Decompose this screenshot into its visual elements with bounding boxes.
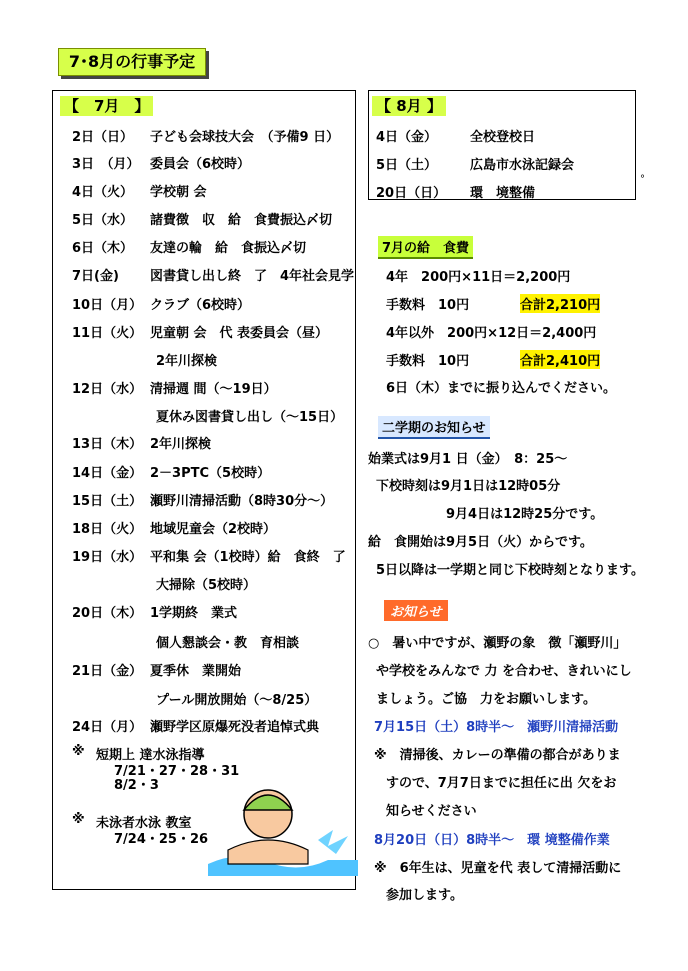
july-event-date: 12日（水）	[72, 382, 143, 397]
august-event-date: 20日（日）	[376, 186, 447, 201]
july-event-name: 学校朝 会	[150, 185, 207, 200]
july-event-name: 個人懇談会・教 育相談	[156, 636, 300, 651]
notice-cleanup-note: 知らせください	[386, 804, 477, 819]
july-note-title: 短期上 達水泳指導	[96, 748, 205, 763]
july-event-name: 瀬野学区原爆死没者追悼式典	[150, 720, 320, 735]
july-event-name: 2年川探検	[150, 437, 212, 452]
july-event-date: 18日（火）	[72, 522, 143, 537]
july-event-date: 14日（金）	[72, 466, 143, 481]
lunch-fee-total: 合計2,210円	[520, 294, 600, 313]
notice-label: お知らせ	[384, 600, 448, 621]
notice-cleanup-note: ※ 清掃後、カレーの準備の都合がありま	[374, 748, 621, 763]
july-event-date: 21日（金）	[72, 664, 143, 679]
lunch-fee-total: 合計2,410円	[520, 350, 600, 369]
notice-paragraph-line: ○ 暑い中ですが、瀬野の象 徴「瀬野川」	[368, 636, 627, 651]
july-event-name: 夏季休 業開始	[150, 664, 242, 679]
july-event-date: 24日（月）	[72, 720, 143, 735]
july-event-name: クラブ（6校時）	[150, 298, 251, 313]
august-event-name: 環 境整備	[470, 186, 536, 201]
july-note-mark: ※	[72, 744, 85, 759]
july-event-name: 子ども会球技大会 （予備9 日）	[150, 130, 340, 145]
july-event-name: 諸費徴 収 給 食費振込〆切	[150, 213, 333, 228]
notice-event-cleanup: 7月15日（土）8時半～ 瀬野川清掃活動	[374, 720, 619, 735]
july-event-date: 7日(金)	[72, 269, 119, 284]
july-event-date: 5日（水）	[72, 213, 134, 228]
swimmer-illustration	[208, 780, 358, 876]
july-event-name: プール開放開始（～8/25）	[156, 693, 318, 708]
july-event-name: 2－3PTC（5校時）	[150, 466, 271, 481]
july-note-line: 8/2・3	[114, 778, 159, 793]
notice-event-maintenance: 8月20日（日）8時半～ 環 境整備作業	[374, 833, 610, 848]
july-event-date: 4日（火）	[72, 185, 134, 200]
july-note-line: 7/24・25・26	[114, 832, 209, 847]
july-event-name: 清掃週 間（～19日）	[150, 382, 277, 397]
july-event-date: 20日（木）	[72, 606, 143, 621]
second-term-label: 二学期のお知らせ	[378, 416, 490, 439]
july-event-name: 平和集 会（1校時）給 食終 了	[150, 550, 346, 565]
july-event-name: 夏休み図書貸し出し（～15日）	[156, 410, 344, 425]
second-term-line: 下校時刻は9月1日は12時05分	[376, 479, 561, 494]
second-term-line: 始業式は9月1 日（金） 8：25～	[368, 452, 568, 467]
second-term-line: 9月4日は12時25分です。	[446, 507, 604, 522]
notice-cleanup-note: すので、7月7日までに担任に出 欠をお	[386, 776, 617, 791]
second-term-line: 5日以降は一学期と同じ下校時刻となります。	[376, 563, 645, 578]
august-event-date: 4日（金）	[376, 130, 438, 145]
notice-paragraph-line: や学校をみんなで 力 を合わせ、きれいにし	[376, 664, 632, 679]
august-event-name: 全校登校日	[470, 130, 536, 145]
july-event-date: 2日（日）	[72, 130, 134, 145]
second-term-line: 給 食開始は9月5日（火）からです。	[368, 535, 593, 550]
notice-maintenance-note: 参加します。	[386, 888, 463, 903]
july-note-title: 未泳者水泳 教室	[96, 816, 192, 831]
july-note-line: 7/21・27・28・31	[114, 764, 240, 779]
july-event-date: 6日（木）	[72, 241, 134, 256]
notice-paragraph-line: ましょう。ご協 力をお願いします。	[376, 692, 596, 707]
lunch-fee-line: 4年 200円×11日＝2,200円	[386, 270, 571, 285]
circle-mark: °	[640, 174, 645, 185]
july-event-date: 10日（月）	[72, 298, 143, 313]
lunch-fee-line: 4年以外 200円×12日＝2,400円	[386, 326, 597, 341]
july-note-mark: ※	[72, 812, 85, 827]
july-event-name: 図書貸し出し終 了 4年社会見学	[150, 269, 355, 284]
notice-maintenance-note: ※ 6年生は、児童を代 表して清掃活動に	[374, 861, 622, 876]
july-event-date: 13日（木）	[72, 437, 143, 452]
july-event-name: 1学期終 業式	[150, 606, 238, 621]
august-event-name: 広島市水泳記録会	[470, 158, 575, 173]
lunch-fee-line: 手数料 10円	[386, 298, 470, 313]
july-event-name: 委員会（6校時）	[150, 157, 251, 172]
august-event-date: 5日（土）	[376, 158, 438, 173]
july-event-date: 3日 （月）	[72, 157, 140, 172]
july-event-date: 11日（火）	[72, 326, 143, 341]
july-event-name: 大掃除（5校時）	[156, 578, 257, 593]
july-header: 【 7月 】	[60, 96, 153, 116]
august-header: 【 8月 】	[372, 96, 446, 116]
page-title: 7･8月の行事予定	[58, 48, 206, 76]
july-event-date: 15日（土）	[72, 494, 143, 509]
lunch-fee-line: 手数料 10円	[386, 354, 470, 369]
july-event-name: 地域児童会（2校時）	[150, 522, 277, 537]
july-event-name: 友達の輪 給 食振込〆切	[150, 241, 307, 256]
july-event-name: 瀬野川清掃活動（8時30分～）	[150, 494, 334, 509]
july-event-date: 19日（水）	[72, 550, 143, 565]
lunch-fee-label: 7月の給 食費	[378, 236, 473, 259]
july-event-name: 2年川探検	[156, 354, 218, 369]
lunch-deadline: 6日（木）までに振り込んでください。	[386, 381, 617, 396]
july-event-name: 児童朝 会 代 表委員会（昼）	[150, 326, 329, 341]
